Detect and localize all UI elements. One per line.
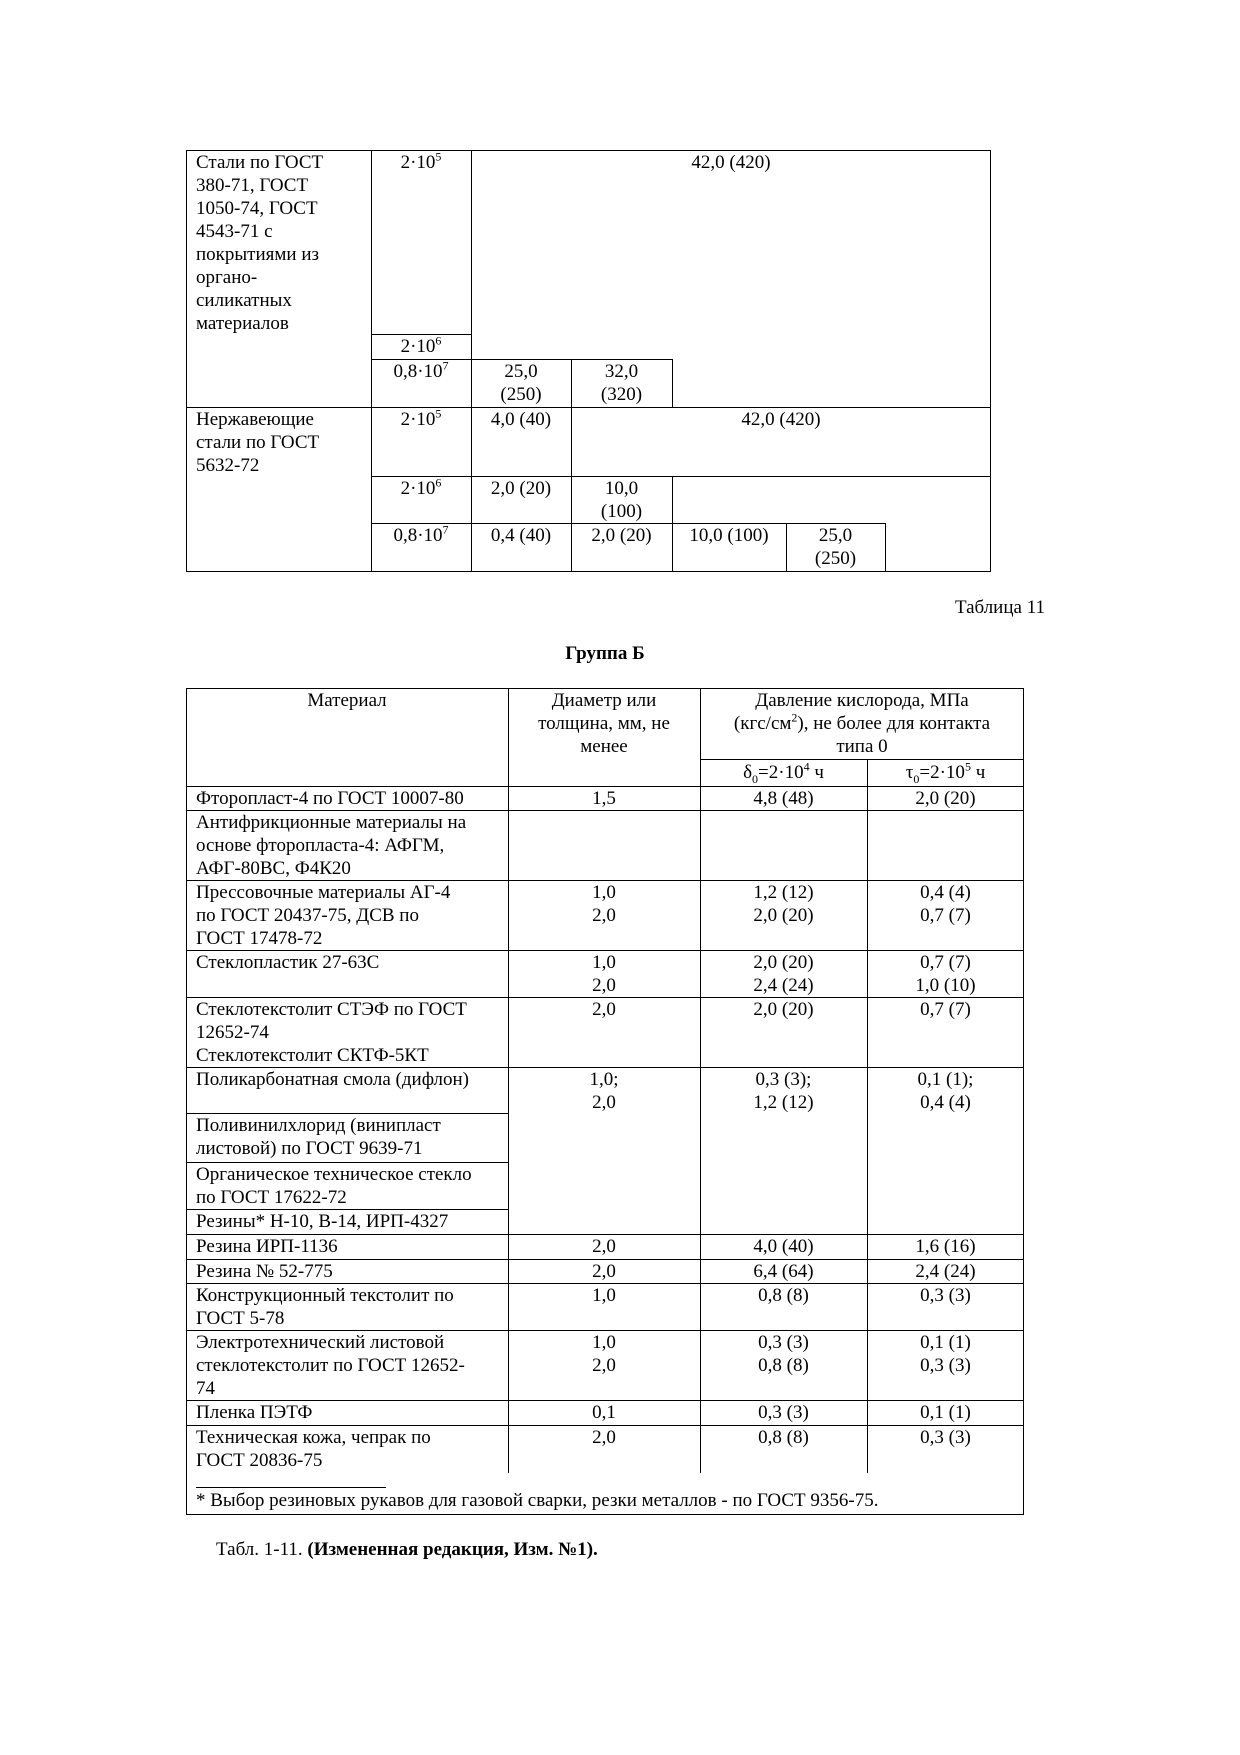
table-cell-pressure-1: 0,3 (3) bbox=[758, 1402, 809, 1423]
delta-unit: ч bbox=[809, 762, 824, 783]
header-pressure-sup: 2 bbox=[791, 710, 798, 725]
table-cell-pressure-1: 2,0 (20) 2,4 (24) bbox=[753, 952, 814, 996]
header-pressure bbox=[700, 689, 1024, 758]
table-cell-diameter: 1,0 2,0 bbox=[592, 882, 616, 926]
table-cell-material: Резины* Н-10, В-14, ИРП-4327 bbox=[196, 1211, 449, 1232]
table-cell-pressure-1: 1,2 (12) 2,0 (20) bbox=[753, 882, 814, 926]
table-line bbox=[672, 359, 673, 407]
table-cell-pressure-1: 0,8 (8) bbox=[758, 1285, 809, 1306]
value-cell: 32,0 (320) bbox=[600, 361, 643, 405]
value-cell: 2,0 (20) bbox=[591, 525, 652, 546]
header-diameter: Диаметр или толщина, мм, не менее bbox=[538, 690, 670, 757]
header-delta bbox=[700, 761, 867, 784]
table-cell-pressure-2: 0,1 (1) bbox=[920, 1402, 971, 1423]
cycles-base: 2·10 bbox=[400, 152, 436, 173]
table-cell-pressure-2: 0,3 (3) bbox=[920, 1427, 971, 1448]
cycles-base: 2·10 bbox=[400, 409, 436, 430]
table-cell-pressure-1: 0,8 (8) bbox=[758, 1427, 809, 1448]
table-cell-diameter: 2,0 bbox=[592, 1261, 616, 1282]
table-cell-pressure-1: 4,8 (48) bbox=[753, 788, 814, 809]
table-cell-pressure-2: 2,0 (20) bbox=[915, 788, 976, 809]
table-cell-diameter: 1,0 bbox=[592, 1285, 616, 1306]
table-cell-material: Конструкционный текстолит по ГОСТ 5-78 bbox=[196, 1285, 454, 1329]
header-tau bbox=[867, 761, 1024, 784]
cycles-cell bbox=[371, 151, 471, 174]
group-title-text: Группа Б bbox=[565, 643, 645, 664]
table-cell-diameter: 1,0 2,0 bbox=[592, 952, 616, 996]
tau-eq: =2·10 bbox=[919, 762, 965, 783]
revision-bold: (Измененная редакция, Изм. №1). bbox=[307, 1539, 598, 1560]
table-cell-pressure-2: 0,3 (3) bbox=[920, 1285, 971, 1306]
value-cell: 25,0 (250) bbox=[814, 525, 857, 569]
cycles-exp: 6 bbox=[435, 333, 442, 348]
table-cell-pressure-1: 4,0 (40) bbox=[753, 1236, 814, 1257]
table-cell-pressure-2: 0,7 (7) bbox=[920, 999, 971, 1020]
revision-prefix: Табл. 1-11. bbox=[216, 1539, 308, 1560]
tau-sub: 0 bbox=[913, 771, 920, 786]
header-pressure-text: Давление кислорода, МПа (кгс/см bbox=[733, 690, 969, 734]
table-cell-pressure-2: 0,7 (7) 1,0 (10) bbox=[915, 952, 976, 996]
cycles-base: 0,8·10 bbox=[393, 525, 443, 546]
value-cell: 42,0 (420) bbox=[741, 409, 821, 430]
cycles-base: 2·10 bbox=[400, 478, 436, 499]
table-cell-material: Органическое техническое стекло по ГОСТ 17622-72 bbox=[196, 1164, 472, 1208]
table-cell-pressure-1: 0,3 (3); 1,2 (12) bbox=[753, 1069, 814, 1113]
tau-symbol: τ bbox=[905, 762, 914, 783]
value-cell: 25,0 (250) bbox=[500, 361, 542, 405]
table-cell-material: Пленка ПЭТФ bbox=[196, 1402, 313, 1423]
cycles-base: 2·10 bbox=[400, 336, 436, 357]
table-cell-pressure-1: 0,3 (3) 0,8 (8) bbox=[758, 1332, 809, 1376]
table-cell-pressure-1: 2,0 (20) bbox=[753, 999, 814, 1020]
table-line bbox=[885, 523, 886, 572]
table-cell-material: Техническая кожа, чепрак по ГОСТ 20836-75 bbox=[196, 1427, 431, 1471]
cycles-cell bbox=[371, 524, 471, 547]
table-cell-material: Поливинилхлорид (винипласт листовой) по ГОСТ 9639-71 bbox=[196, 1115, 441, 1159]
table-cell-material: Фторопласт-4 по ГОСТ 10007-80 bbox=[196, 788, 464, 809]
tau-exp: 5 bbox=[964, 759, 971, 774]
table-cell-pressure-2: 1,6 (16) bbox=[915, 1236, 976, 1257]
table-cell-diameter: 0,1 bbox=[592, 1402, 616, 1423]
cycles-exp: 5 bbox=[435, 406, 442, 421]
value-cell: 4,0 (40) bbox=[490, 409, 552, 430]
value-cell: 10,0 (100) bbox=[689, 525, 769, 546]
delta-exp: 4 bbox=[803, 759, 810, 774]
header-pressure-text-2: ), не более для контакта типа 0 bbox=[797, 713, 991, 757]
table-cell-pressure-1: 6,4 (64) bbox=[753, 1261, 814, 1282]
footnote-rule bbox=[196, 1487, 386, 1488]
cycles-cell bbox=[371, 360, 471, 383]
table-cell-material: Резина № 52-775 bbox=[196, 1261, 333, 1282]
material-cell: Стали по ГОСТ 380-71, ГОСТ 1050-74, ГОСТ 4543-71 с покрытиями из органо- силикатных материалов bbox=[196, 152, 324, 334]
table-line bbox=[186, 356, 187, 572]
table-cell-pressure-2: 0,4 (4) 0,7 (7) bbox=[920, 882, 971, 926]
cycles-exp: 7 bbox=[442, 358, 449, 373]
table-cell-material: Электротехнический листовой стеклотекстолит по ГОСТ 12652- 74 bbox=[196, 1332, 465, 1399]
table-cell-pressure-2: 0,1 (1) 0,3 (3) bbox=[920, 1332, 971, 1376]
group-title bbox=[186, 642, 1024, 665]
cycles-exp: 6 bbox=[435, 475, 442, 490]
value-cell: 42,0 (420) bbox=[691, 152, 771, 173]
table-cell-diameter: 2,0 bbox=[592, 999, 616, 1020]
tau-unit: ч bbox=[970, 762, 986, 783]
cycles-cell bbox=[371, 477, 471, 500]
table-cell-material: Прессовочные материалы АГ-4 по ГОСТ 20437-75, ДСВ по ГОСТ 17478-72 bbox=[196, 882, 451, 949]
table-cell-diameter: 1,5 bbox=[592, 788, 616, 809]
table-cell-diameter: 1,0; 2,0 bbox=[589, 1069, 619, 1113]
material-cell: Нержавеющие стали по ГОСТ 5632-72 bbox=[196, 409, 320, 476]
value-cell: 0,4 (40) bbox=[490, 525, 552, 546]
delta-eq: =2·10 bbox=[758, 762, 804, 783]
header-material: Материал bbox=[307, 690, 387, 711]
cycles-cell bbox=[371, 408, 471, 431]
revision-note bbox=[216, 1538, 598, 1561]
table-cell-material: Антифрикционные материалы на основе фторопласта-4: АФГМ, АФГ-80ВС, Ф4К20 bbox=[196, 812, 467, 879]
table-cell-diameter: 2,0 bbox=[592, 1236, 616, 1257]
value-cell: 2,0 (20) bbox=[490, 478, 552, 499]
delta-sub: 0 bbox=[752, 771, 759, 786]
table-cell-material: Поликарбонатная смола (дифлон) bbox=[196, 1069, 470, 1090]
table-cell-pressure-2: 2,4 (24) bbox=[915, 1261, 976, 1282]
cycles-cell bbox=[371, 335, 471, 358]
table-cell-diameter: 2,0 bbox=[592, 1427, 616, 1448]
cycles-exp: 5 bbox=[435, 149, 442, 164]
table-label: Таблица 11 bbox=[954, 597, 1045, 618]
table-cell-diameter: 1,0 2,0 bbox=[592, 1332, 616, 1376]
table-cell-material: Стеклотекстолит СТЭФ по ГОСТ 12652-74 Стеклотекстолит СКТФ-5КТ bbox=[196, 999, 467, 1066]
cycles-exp: 7 bbox=[442, 522, 449, 537]
value-cell: 10,0 (100) bbox=[600, 478, 643, 522]
table-cell-material: Стеклопластик 27-63С bbox=[196, 952, 380, 973]
delta-symbol: δ bbox=[743, 762, 753, 783]
table-cell-material: Резина ИРП-1136 bbox=[196, 1236, 338, 1257]
table-cell-pressure-2: 0,1 (1); 0,4 (4) bbox=[917, 1069, 974, 1113]
cycles-base: 0,8·10 bbox=[393, 361, 443, 382]
table-footnote: * Выбор резиновых рукавов для газовой сварки, резки металлов - по ГОСТ 9356-75. bbox=[196, 1490, 879, 1511]
table-line bbox=[700, 759, 1024, 760]
